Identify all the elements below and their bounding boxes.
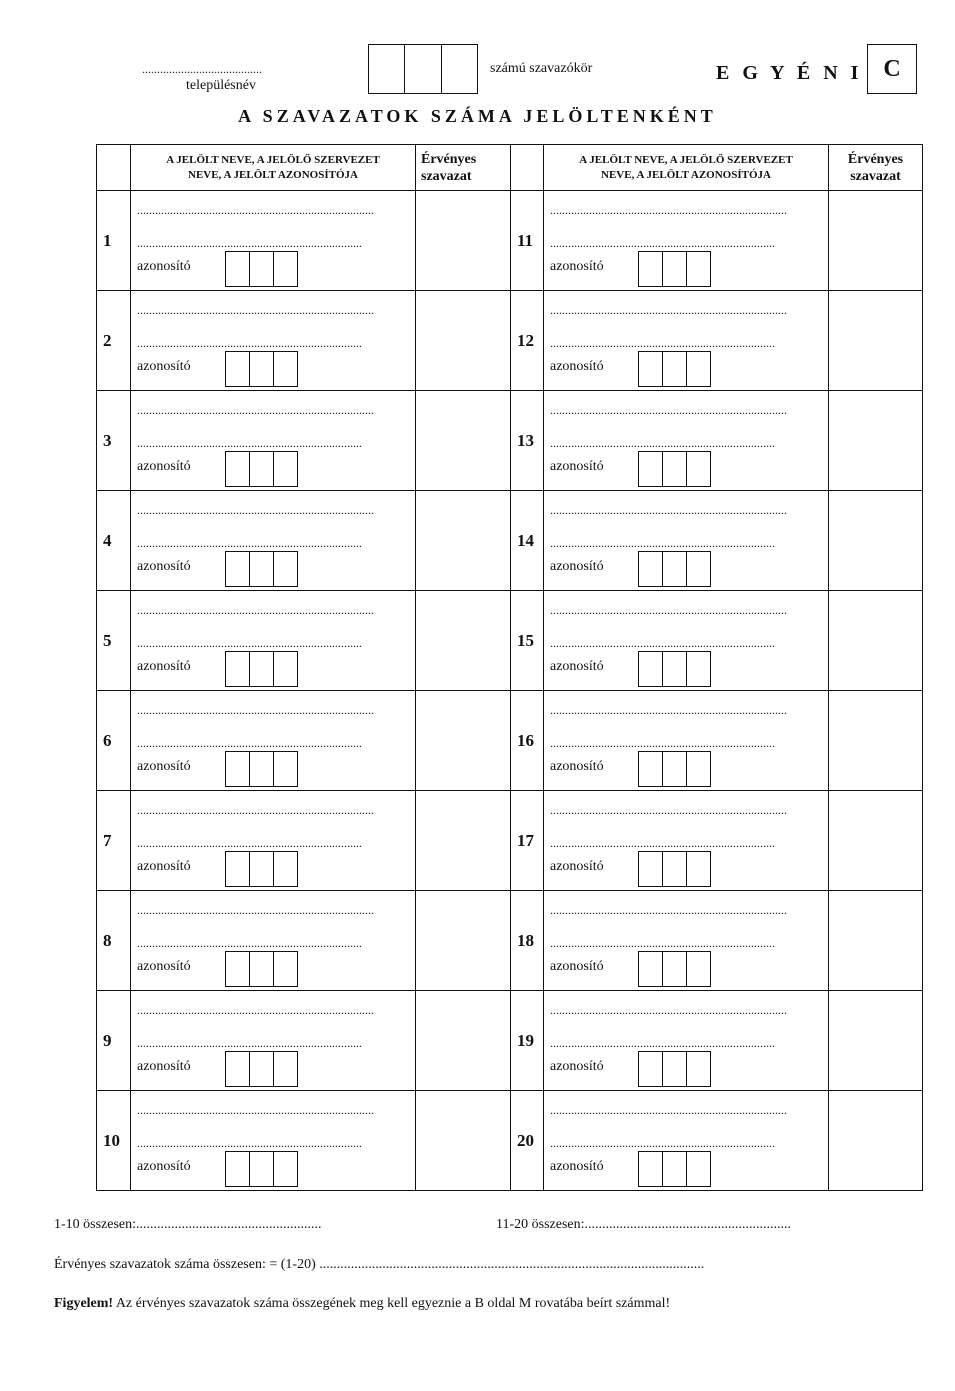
nominating-org-line[interactable]: ...........................................................................	[137, 936, 362, 950]
form-type: E G Y É N I	[716, 62, 863, 84]
id-digit-3[interactable]	[274, 1052, 297, 1086]
candidate-id-boxes[interactable]	[225, 351, 298, 387]
id-digit-1[interactable]	[639, 552, 663, 586]
name-header-left-line2: NEVE, A JELÖLT AZONOSÍTÓJA	[188, 168, 358, 181]
candidate-cell-left[interactable]	[131, 391, 416, 491]
id-label: azonosító	[137, 359, 191, 374]
valid-header-right-line1: Érvényes	[847, 151, 904, 167]
candidate-cell-right[interactable]	[544, 391, 829, 491]
row-number-right: 14	[511, 491, 544, 591]
id-digit-1[interactable]	[226, 852, 250, 886]
nominating-org-line[interactable]: ...........................................................................	[550, 736, 775, 750]
id-digit-3[interactable]	[687, 952, 710, 986]
candidate-name-line[interactable]: ...............................................................................	[137, 1003, 374, 1017]
id-digit-1[interactable]	[639, 752, 663, 786]
candidate-name-line[interactable]: ...............................................................................	[550, 503, 787, 517]
district-number-boxes[interactable]	[368, 44, 478, 94]
id-digit-1[interactable]	[226, 652, 250, 686]
id-label: azonosító	[137, 959, 191, 974]
id-digit-3[interactable]	[687, 852, 710, 886]
id-digit-3[interactable]	[274, 352, 297, 386]
candidate-cell-right[interactable]	[544, 791, 829, 891]
id-digit-1[interactable]	[226, 1152, 250, 1186]
id-label: azonosító	[137, 259, 191, 274]
id-digit-1[interactable]	[226, 952, 250, 986]
valid-header-left-line2: szavazat	[421, 168, 472, 184]
id-digit-3[interactable]	[274, 1152, 297, 1186]
settlement-name-label: településnév	[186, 78, 256, 93]
table-row	[97, 791, 923, 891]
candidate-id-boxes[interactable]	[638, 851, 711, 887]
district-digit-1[interactable]	[369, 45, 405, 93]
id-digit-2[interactable]	[250, 1152, 274, 1186]
nominating-org-line[interactable]: ...........................................................................	[550, 836, 775, 850]
candidate-cell-right[interactable]	[544, 891, 829, 991]
id-digit-2[interactable]	[250, 352, 274, 386]
valid-header-left	[416, 145, 511, 191]
id-digit-1[interactable]	[226, 452, 250, 486]
nominating-org-line[interactable]: ...........................................................................	[550, 336, 775, 350]
id-digit-2[interactable]	[663, 1052, 687, 1086]
id-digit-2[interactable]	[250, 252, 274, 286]
id-digit-1[interactable]	[226, 752, 250, 786]
warning-note	[54, 1296, 670, 1312]
id-digit-2[interactable]	[250, 552, 274, 586]
id-label: azonosító	[137, 659, 191, 674]
candidate-name-line[interactable]: ...............................................................................	[137, 303, 374, 317]
row-number-right: 20	[511, 1091, 544, 1191]
district-digit-3[interactable]	[442, 45, 477, 93]
id-label: azonosító	[550, 359, 604, 374]
valid-votes-cell-right[interactable]	[829, 491, 923, 591]
candidate-id-boxes[interactable]	[225, 751, 298, 787]
id-digit-1[interactable]	[226, 552, 250, 586]
name-header-right-line1: A JELÖLT NEVE, A JELÖLŐ SZERVEZET	[579, 153, 793, 166]
candidate-name-line[interactable]: ...............................................................................	[550, 703, 787, 717]
id-digit-1[interactable]	[639, 1152, 663, 1186]
valid-votes-cell-left[interactable]	[416, 191, 511, 291]
candidate-name-line[interactable]: ...............................................................................	[137, 403, 374, 417]
id-digit-3[interactable]	[274, 452, 297, 486]
candidate-name-line[interactable]: ...............................................................................	[550, 903, 787, 917]
id-digit-3[interactable]	[274, 852, 297, 886]
nominating-org-line[interactable]: ...........................................................................	[137, 336, 362, 350]
candidate-id-boxes[interactable]	[638, 551, 711, 587]
id-digit-1[interactable]	[639, 252, 663, 286]
id-digit-2[interactable]	[663, 552, 687, 586]
candidate-name-line[interactable]: ...............................................................................	[550, 303, 787, 317]
id-digit-3[interactable]	[687, 652, 710, 686]
candidate-id-boxes[interactable]	[638, 451, 711, 487]
candidate-name-line[interactable]: ...............................................................................	[137, 203, 374, 217]
id-digit-2[interactable]	[663, 752, 687, 786]
name-header-right-line2: NEVE, A JELÖLT AZONOSÍTÓJA	[601, 168, 771, 181]
candidate-id-boxes[interactable]	[225, 651, 298, 687]
candidate-name-line[interactable]: ...............................................................................	[137, 1103, 374, 1117]
id-digit-1[interactable]	[639, 852, 663, 886]
name-header-left	[131, 145, 416, 191]
row-number-left: 2	[97, 291, 131, 391]
row-number-left: 5	[97, 591, 131, 691]
id-label: azonosító	[137, 759, 191, 774]
sum-1-10[interactable]: 1-10 összesen:.....................................................	[54, 1217, 322, 1232]
candidate-cell-left[interactable]	[131, 491, 416, 591]
num-header-right	[511, 145, 544, 191]
nominating-org-line[interactable]: ...........................................................................	[550, 436, 775, 450]
valid-votes-cell-right[interactable]	[829, 191, 923, 291]
valid-votes-cell-right[interactable]	[829, 691, 923, 791]
candidate-id-boxes[interactable]	[638, 1151, 711, 1187]
id-digit-1[interactable]	[226, 352, 250, 386]
row-number-right: 17	[511, 791, 544, 891]
nominating-org-line[interactable]: ...........................................................................	[137, 236, 362, 250]
candidate-id-boxes[interactable]	[225, 1051, 298, 1087]
id-digit-3[interactable]	[274, 952, 297, 986]
candidate-cell-left[interactable]	[131, 1091, 416, 1191]
id-digit-2[interactable]	[663, 252, 687, 286]
id-digit-1[interactable]	[226, 1052, 250, 1086]
candidate-id-boxes[interactable]	[225, 251, 298, 287]
valid-votes-cell-right[interactable]	[829, 791, 923, 891]
id-digit-1[interactable]	[639, 452, 663, 486]
page-title: A SZAVAZATOK SZÁMA JELÖLTENKÉNT	[238, 106, 717, 126]
id-digit-2[interactable]	[663, 1152, 687, 1186]
candidate-name-line[interactable]: ...............................................................................	[550, 403, 787, 417]
id-label: azonosító	[550, 859, 604, 874]
id-digit-1[interactable]	[226, 252, 250, 286]
name-header-right	[544, 145, 829, 191]
id-label: azonosító	[137, 1059, 191, 1074]
candidate-name-line[interactable]: ...............................................................................	[550, 1103, 787, 1117]
warning-bold: Figyelem!	[54, 1296, 114, 1311]
total-valid-votes[interactable]: Érvényes szavazatok száma összesen: = (1-20) ..............................................................................................................	[54, 1257, 705, 1272]
candidate-cell-right[interactable]	[544, 591, 829, 691]
district-digit-2[interactable]	[405, 45, 441, 93]
id-digit-3[interactable]	[274, 752, 297, 786]
id-label: azonosító	[137, 459, 191, 474]
candidate-name-line[interactable]: ...............................................................................	[137, 803, 374, 817]
id-digit-2[interactable]	[250, 452, 274, 486]
row-number-left: 1	[97, 191, 131, 291]
id-digit-3[interactable]	[687, 252, 710, 286]
id-digit-1[interactable]	[639, 352, 663, 386]
nominating-org-line[interactable]: ...........................................................................	[137, 636, 362, 650]
id-digit-2[interactable]	[250, 1052, 274, 1086]
candidate-cell-left[interactable]	[131, 591, 416, 691]
candidate-name-line[interactable]: ...............................................................................	[550, 603, 787, 617]
warning-text: Az érvényes szavazatok száma összegének meg kell egyeznie a B oldal M rovatába beírt számmal!	[113, 1296, 671, 1311]
row-number-left: 9	[97, 991, 131, 1091]
id-digit-3[interactable]	[687, 352, 710, 386]
id-label: azonosító	[550, 759, 604, 774]
candidate-id-boxes[interactable]	[638, 351, 711, 387]
num-header-left	[97, 145, 131, 191]
row-number-right: 18	[511, 891, 544, 991]
valid-votes-cell-left[interactable]	[416, 891, 511, 991]
id-digit-3[interactable]	[274, 252, 297, 286]
valid-votes-cell-right[interactable]	[829, 891, 923, 991]
candidate-cell-right[interactable]	[544, 491, 829, 591]
row-number-right: 12	[511, 291, 544, 391]
id-digit-2[interactable]	[250, 952, 274, 986]
row-number-left: 3	[97, 391, 131, 491]
id-label: azonosító	[550, 1159, 604, 1174]
candidate-id-boxes[interactable]	[638, 251, 711, 287]
valid-votes-cell-right[interactable]	[829, 1091, 923, 1191]
id-digit-3[interactable]	[687, 752, 710, 786]
row-number-right: 15	[511, 591, 544, 691]
id-digit-1[interactable]	[639, 652, 663, 686]
valid-votes-cell-left[interactable]	[416, 791, 511, 891]
id-digit-3[interactable]	[687, 552, 710, 586]
candidate-cell-left[interactable]	[131, 891, 416, 991]
candidate-cell-right[interactable]	[544, 1091, 829, 1191]
id-digit-2[interactable]	[663, 352, 687, 386]
candidate-cell-left[interactable]	[131, 991, 416, 1091]
table-row	[97, 891, 923, 991]
table-row	[97, 291, 923, 391]
form-letter-box	[867, 44, 917, 94]
id-digit-3[interactable]	[274, 652, 297, 686]
nominating-org-line[interactable]: ...........................................................................	[137, 836, 362, 850]
valid-votes-cell-right[interactable]	[829, 991, 923, 1091]
table-row	[97, 491, 923, 591]
valid-header-right	[829, 145, 923, 191]
table-row	[97, 391, 923, 491]
nominating-org-line[interactable]: ...........................................................................	[137, 1136, 362, 1150]
name-header-left-line1: A JELÖLT NEVE, A JELÖLŐ SZERVEZET	[166, 153, 380, 166]
table-row	[97, 991, 923, 1091]
candidate-name-line[interactable]: ...............................................................................	[137, 703, 374, 717]
id-digit-2[interactable]	[663, 852, 687, 886]
id-digit-3[interactable]	[687, 452, 710, 486]
sum-11-20[interactable]: 11-20 összesen:...........................................................	[496, 1217, 792, 1232]
candidate-name-line[interactable]: ...............................................................................	[550, 203, 787, 217]
row-number-left: 6	[97, 691, 131, 791]
table-row	[97, 1091, 923, 1191]
row-number-left: 7	[97, 791, 131, 891]
candidate-id-boxes[interactable]	[225, 851, 298, 887]
candidate-id-boxes[interactable]	[638, 751, 711, 787]
nominating-org-line[interactable]: ...........................................................................	[550, 236, 775, 250]
nominating-org-line[interactable]: ...........................................................................	[137, 436, 362, 450]
table-row	[97, 591, 923, 691]
nominating-org-line[interactable]: ...........................................................................	[550, 936, 775, 950]
valid-header-left-line1: Érvényes	[421, 151, 477, 167]
settlement-name-line[interactable]: ........................................	[142, 62, 262, 76]
nominating-org-line[interactable]: ...........................................................................	[550, 536, 775, 550]
nominating-org-line[interactable]: ...........................................................................	[137, 536, 362, 550]
nominating-org-line[interactable]: ...........................................................................	[550, 636, 775, 650]
candidate-cell-left[interactable]	[131, 191, 416, 291]
candidate-name-line[interactable]: ...............................................................................	[137, 603, 374, 617]
candidate-id-boxes[interactable]	[225, 951, 298, 987]
candidate-cell-left[interactable]	[131, 691, 416, 791]
id-digit-2[interactable]	[250, 852, 274, 886]
id-label: azonosító	[550, 659, 604, 674]
valid-votes-cell-left[interactable]	[416, 991, 511, 1091]
valid-votes-cell-left[interactable]	[416, 391, 511, 491]
id-digit-2[interactable]	[663, 452, 687, 486]
id-digit-1[interactable]	[639, 952, 663, 986]
row-number-right: 13	[511, 391, 544, 491]
id-label: azonosító	[137, 559, 191, 574]
id-digit-2[interactable]	[663, 952, 687, 986]
valid-votes-cell-left[interactable]	[416, 491, 511, 591]
candidate-name-line[interactable]: ...............................................................................	[137, 903, 374, 917]
valid-header-right-line2: szavazat	[850, 168, 901, 184]
candidate-cell-right[interactable]	[544, 191, 829, 291]
id-label: azonosító	[550, 959, 604, 974]
candidate-id-boxes[interactable]	[638, 1051, 711, 1087]
valid-votes-cell-left[interactable]	[416, 591, 511, 691]
row-number-right: 11	[511, 191, 544, 291]
row-number-left: 10	[97, 1091, 131, 1191]
id-label: azonosító	[137, 1159, 191, 1174]
form-letter: C	[883, 56, 901, 82]
candidate-table	[96, 144, 923, 1191]
candidate-cell-left[interactable]	[131, 291, 416, 391]
candidate-cell-right[interactable]	[544, 991, 829, 1091]
id-digit-3[interactable]	[687, 1152, 710, 1186]
id-digit-2[interactable]	[250, 752, 274, 786]
candidate-name-line[interactable]: ...............................................................................	[550, 1003, 787, 1017]
candidate-id-boxes[interactable]	[638, 951, 711, 987]
valid-votes-cell-right[interactable]	[829, 391, 923, 491]
id-label: azonosító	[550, 259, 604, 274]
nominating-org-line[interactable]: ...........................................................................	[137, 736, 362, 750]
valid-votes-cell-right[interactable]	[829, 291, 923, 391]
candidate-name-line[interactable]: ...............................................................................	[550, 803, 787, 817]
valid-votes-cell-left[interactable]	[416, 291, 511, 391]
id-label: azonosító	[550, 1059, 604, 1074]
valid-votes-cell-right[interactable]	[829, 591, 923, 691]
row-number-left: 4	[97, 491, 131, 591]
row-number-left: 8	[97, 891, 131, 991]
id-digit-3[interactable]	[687, 1052, 710, 1086]
table-row	[97, 191, 923, 291]
id-label: azonosító	[550, 459, 604, 474]
id-digit-1[interactable]	[639, 1052, 663, 1086]
id-digit-2[interactable]	[663, 652, 687, 686]
candidate-cell-right[interactable]	[544, 291, 829, 391]
row-number-right: 16	[511, 691, 544, 791]
candidate-id-boxes[interactable]	[225, 551, 298, 587]
table-row	[97, 691, 923, 791]
candidate-name-line[interactable]: ...............................................................................	[137, 503, 374, 517]
candidate-id-boxes[interactable]	[638, 651, 711, 687]
valid-votes-cell-left[interactable]	[416, 691, 511, 791]
valid-votes-cell-left[interactable]	[416, 1091, 511, 1191]
id-digit-2[interactable]	[250, 652, 274, 686]
candidate-cell-right[interactable]	[544, 691, 829, 791]
nominating-org-line[interactable]: ...........................................................................	[550, 1136, 775, 1150]
nominating-org-line[interactable]: ...........................................................................	[550, 1036, 775, 1050]
row-number-right: 19	[511, 991, 544, 1091]
candidate-id-boxes[interactable]	[225, 1151, 298, 1187]
candidate-id-boxes[interactable]	[225, 451, 298, 487]
candidate-cell-left[interactable]	[131, 791, 416, 891]
id-label: azonosító	[137, 859, 191, 874]
nominating-org-line[interactable]: ...........................................................................	[137, 1036, 362, 1050]
district-label: számú szavazókör	[490, 61, 593, 76]
id-digit-3[interactable]	[274, 552, 297, 586]
id-label: azonosító	[550, 559, 604, 574]
